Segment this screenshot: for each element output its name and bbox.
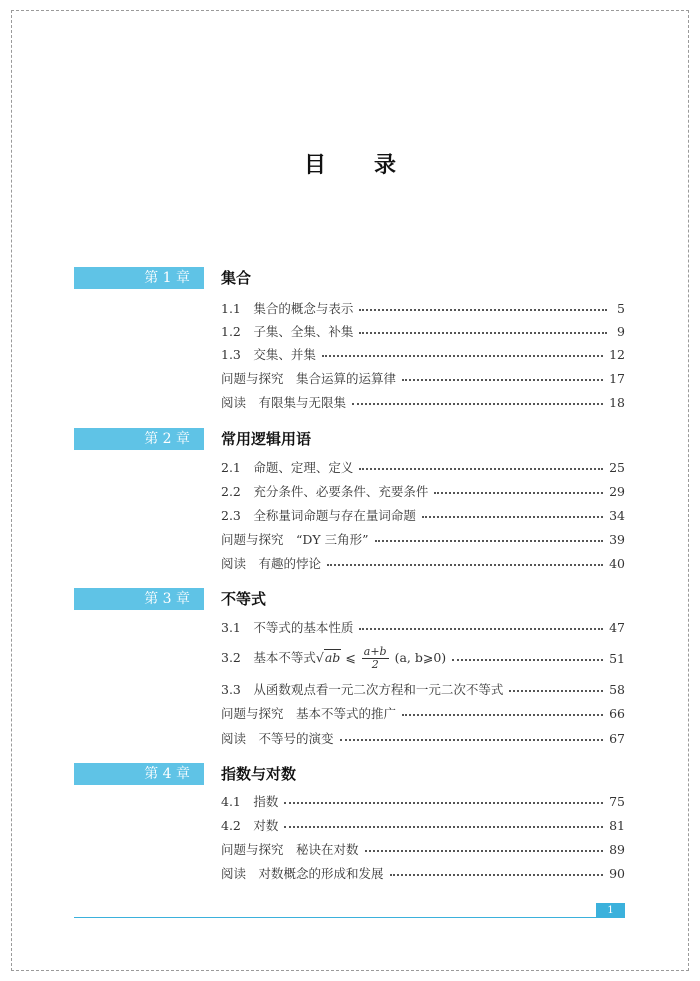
sqrt-radicand: ab xyxy=(324,649,341,665)
entry-page: 67 xyxy=(609,730,625,746)
entry-page: 47 xyxy=(609,619,625,635)
leader-dots xyxy=(284,802,603,804)
entry-page: 5 xyxy=(617,300,625,316)
chapter-3-title[interactable]: 不等式 xyxy=(221,590,267,608)
leader-dots xyxy=(452,659,603,661)
toc-entry[interactable] xyxy=(221,367,625,389)
entry-page: 51 xyxy=(609,650,625,666)
entry-page: 75 xyxy=(609,793,625,809)
leader-dots xyxy=(402,714,603,716)
entry-page: 39 xyxy=(609,531,625,547)
toc-entry[interactable] xyxy=(221,528,625,550)
leader-dots xyxy=(340,739,604,741)
entry-label: 问题与探究 基本不等式的推广 xyxy=(221,706,397,721)
entry-label: 阅读 对数概念的形成和发展 xyxy=(221,866,384,881)
entry-page: 90 xyxy=(609,865,625,881)
toc-entry[interactable] xyxy=(221,343,625,365)
fraction xyxy=(362,646,389,671)
chapter-1-title[interactable]: 集合 xyxy=(221,269,252,287)
entry-label: 阅读 有趣的悖论 xyxy=(221,556,322,571)
entry-label: 3.3 从函数观点看一元二次方程和一元二次不等式 xyxy=(221,682,504,697)
chapter-4-tab[interactable]: 第 4 章 xyxy=(74,763,204,785)
toc-entry[interactable] xyxy=(221,862,625,884)
footer-rule xyxy=(74,917,625,918)
entry-label: 2.3 全称量词命题与存在量词命题 xyxy=(221,508,416,523)
entry-page: 89 xyxy=(609,841,625,857)
entry-label: 问题与探究 “DY 三角形” xyxy=(221,532,369,547)
leader-dots xyxy=(327,564,603,566)
toc-entry[interactable] xyxy=(221,702,625,724)
leader-dots xyxy=(284,826,603,828)
toc-entry[interactable] xyxy=(221,480,625,502)
leader-dots xyxy=(434,492,603,494)
entry-page: 66 xyxy=(609,705,625,721)
leader-dots xyxy=(365,850,604,852)
leader-dots xyxy=(359,468,603,470)
entry-page: 9 xyxy=(617,323,625,339)
toc-entry[interactable] xyxy=(221,838,625,860)
entry-page: 34 xyxy=(609,507,625,523)
toc-entry[interactable] xyxy=(221,504,625,526)
entry-page: 40 xyxy=(609,555,625,571)
toc-entry[interactable] xyxy=(221,814,625,836)
entry-label: 2.2 充分条件、必要条件、充要条件 xyxy=(221,484,429,499)
leader-dots xyxy=(359,309,607,311)
leader-dots xyxy=(509,690,603,692)
entry-label: 3.1 不等式的基本性质 xyxy=(221,620,354,635)
entry-label: 1.3 交集、并集 xyxy=(221,347,316,362)
entry-page: 29 xyxy=(609,483,625,499)
toc-entry[interactable] xyxy=(221,678,625,700)
toc-entry[interactable] xyxy=(221,790,625,812)
fraction-numerator: a+b xyxy=(363,644,387,658)
chapter-2-tab[interactable]: 第 2 章 xyxy=(74,428,204,450)
leader-dots xyxy=(359,628,603,630)
toc-entry[interactable] xyxy=(221,391,625,413)
chapter-2-title[interactable]: 常用逻辑用语 xyxy=(221,430,312,448)
page-title: 目录 xyxy=(303,153,444,178)
toc-entry[interactable] xyxy=(221,297,625,319)
entry-label: 4.1 指数 xyxy=(221,794,279,809)
chapter-3-tab[interactable]: 第 3 章 xyxy=(74,588,204,610)
fraction-denominator: 2 xyxy=(371,657,379,671)
chapter-4-title[interactable]: 指数与对数 xyxy=(221,765,297,783)
entry-label: 2.1 命题、定理、定义 xyxy=(221,460,354,475)
leader-dots xyxy=(375,540,604,542)
leq-symbol: ⩽ xyxy=(345,649,356,665)
entry-label-prefix: 3.2 基本不等式 xyxy=(221,649,316,665)
toc-entry[interactable] xyxy=(221,552,625,574)
entry-label: 问题与探究 集合运算的运算律 xyxy=(221,371,397,386)
entry-label: 阅读 有限集与无限集 xyxy=(221,395,347,410)
leader-dots xyxy=(359,332,607,334)
toc-entry[interactable] xyxy=(221,727,625,749)
toc-entry[interactable] xyxy=(221,320,625,342)
entry-label: 阅读 不等号的演变 xyxy=(221,731,334,746)
entry-page: 12 xyxy=(609,346,625,362)
entry-label: 1.1 集合的概念与表示 xyxy=(221,301,354,316)
leader-dots xyxy=(322,355,603,357)
entry-label xyxy=(221,646,446,671)
entry-page: 17 xyxy=(609,370,625,386)
toc-entry[interactable] xyxy=(221,456,625,478)
entry-page: 25 xyxy=(609,459,625,475)
leader-dots xyxy=(422,516,603,518)
leader-dots xyxy=(390,874,604,876)
toc-entry[interactable] xyxy=(221,616,625,638)
entry-page: 18 xyxy=(609,394,625,410)
toc-entry-math[interactable] xyxy=(221,644,625,672)
leader-dots xyxy=(352,403,603,405)
chapter-1-tab[interactable]: 第 1 章 xyxy=(74,267,204,289)
page-number: 1 xyxy=(596,903,625,918)
entry-label: 问题与探究 秘诀在对数 xyxy=(221,842,359,857)
entry-page: 81 xyxy=(609,817,625,833)
entry-label: 1.2 子集、全集、补集 xyxy=(221,324,354,339)
condition: (a, b⩾0) xyxy=(394,649,447,665)
entry-label: 4.2 对数 xyxy=(221,818,279,833)
entry-page: 58 xyxy=(609,681,625,697)
sqrt-symbol: √ xyxy=(315,649,324,665)
leader-dots xyxy=(402,379,603,381)
